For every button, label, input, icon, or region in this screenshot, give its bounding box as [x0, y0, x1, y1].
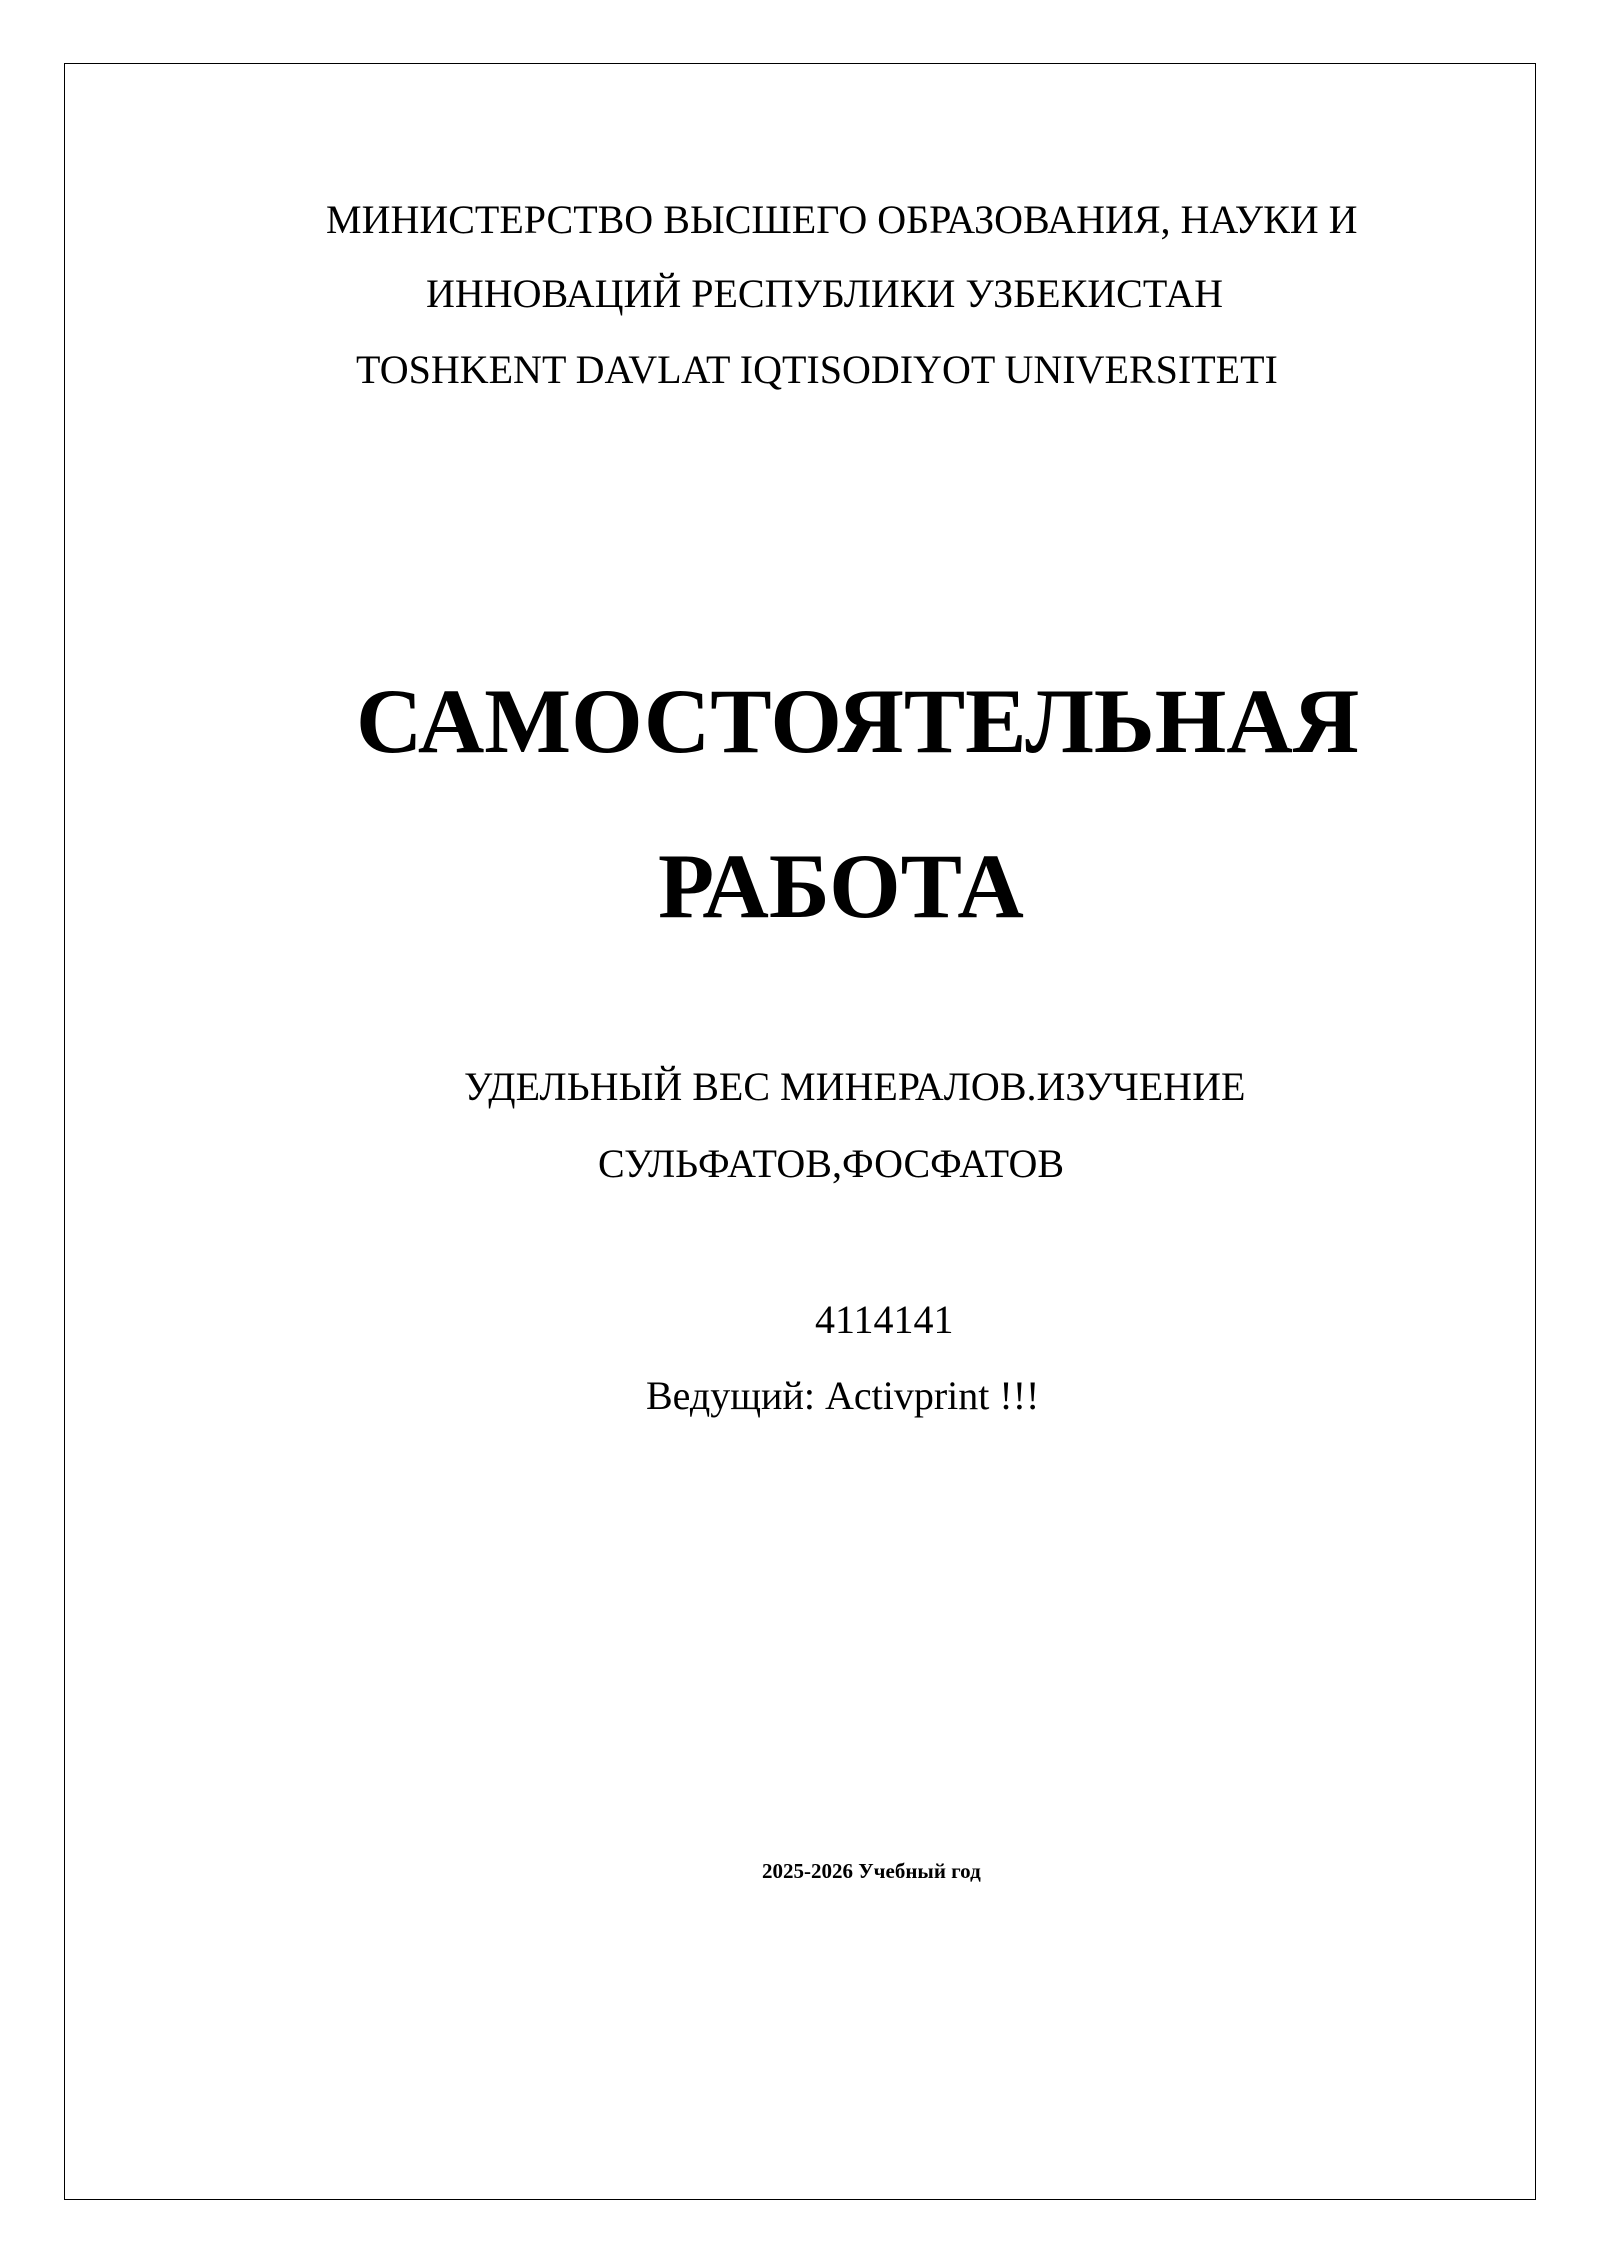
topic-line-2: СУЛЬФАТОВ,ФОСФАТОВ — [598, 1141, 1065, 1186]
ministry-line-1: МИНИСТЕРСТВО ВЫСШЕГО ОБРАЗОВАНИЯ, НАУКИ И — [326, 197, 1358, 242]
student-id: 4114141 — [815, 1297, 954, 1342]
topic-line-1: УДЕЛЬНЫЙ ВЕС МИНЕРАЛОВ.ИЗУЧЕНИЕ — [464, 1064, 1246, 1109]
academic-year: 2025-2026 Учебный год — [762, 1859, 981, 1883]
document-title-line-2: РАБОТА — [658, 835, 1024, 937]
document-title-line-1: САМОСТОЯТЕЛЬНАЯ — [356, 670, 1360, 772]
university-name: TOSHKENT DAVLAT IQTISODIYOT UNIVERSITETI — [356, 347, 1278, 392]
ministry-line-2: ИННОВАЦИЙ РЕСПУБЛИКИ УЗБЕКИСТАН — [426, 271, 1224, 316]
supervisor: Ведущий: Activprint !!! — [646, 1373, 1040, 1418]
